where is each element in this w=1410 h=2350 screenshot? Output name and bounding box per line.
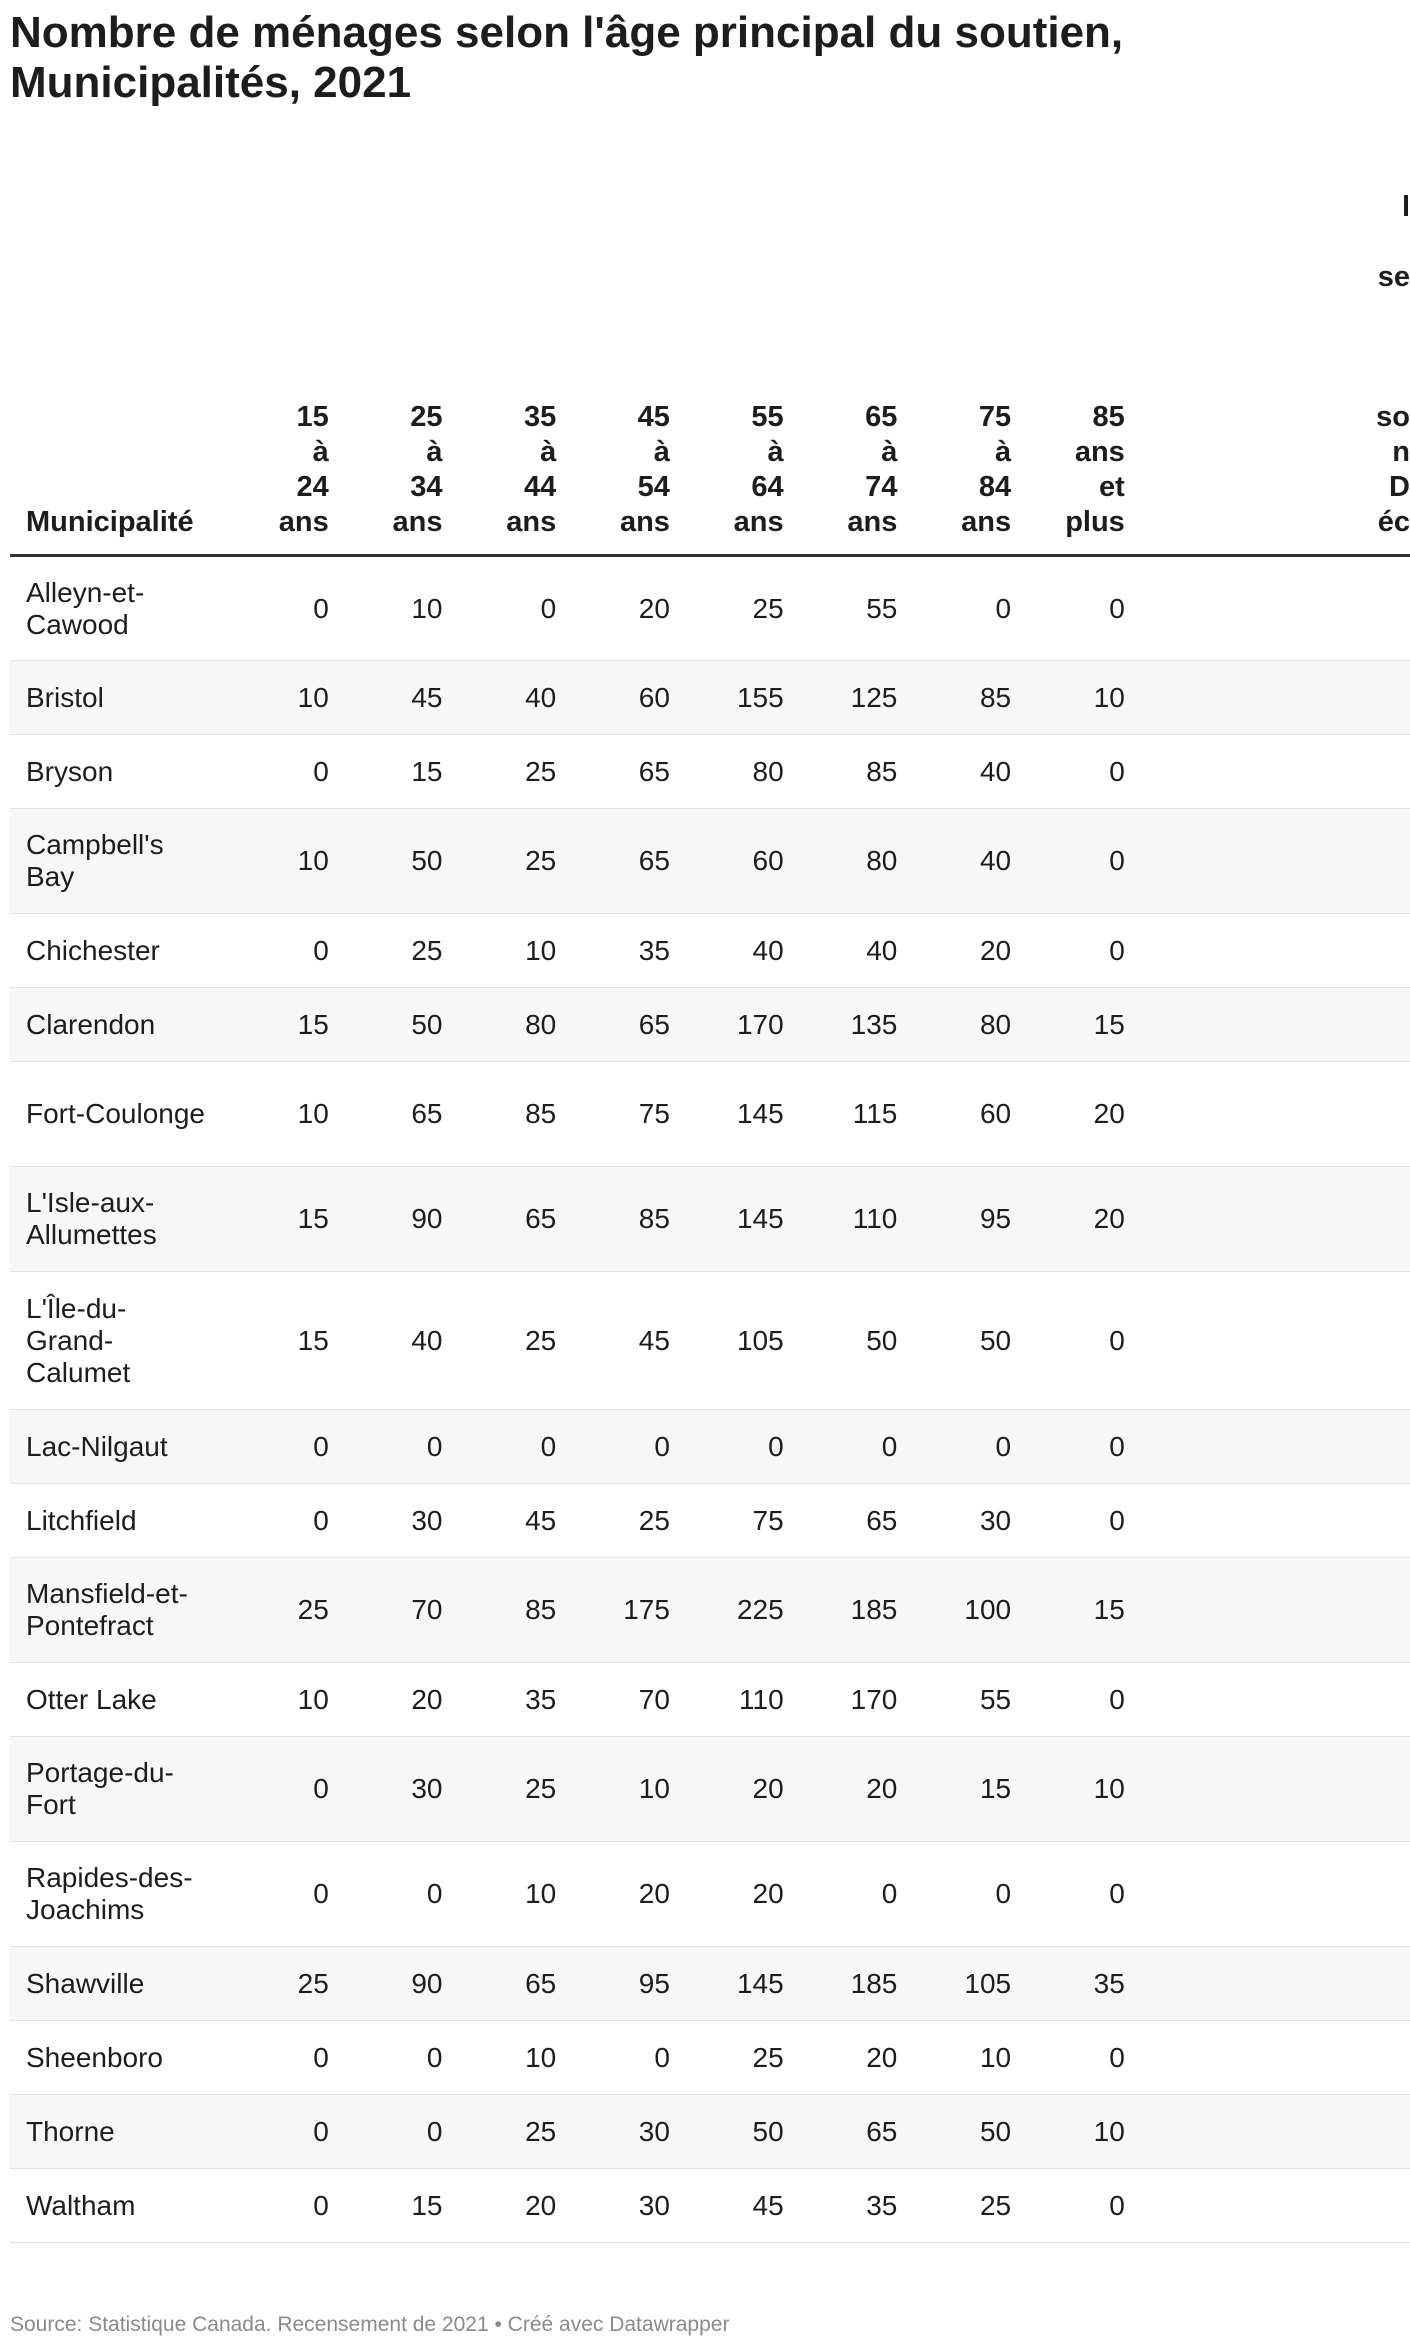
cell-partial bbox=[1125, 1737, 1410, 1842]
cell-value: 20 bbox=[979, 934, 1012, 966]
cell-value: 0 bbox=[995, 1878, 1012, 1909]
cell-value: 25 bbox=[297, 1594, 329, 1625]
cell-value: 25 bbox=[525, 845, 557, 876]
cell-partial bbox=[1125, 1167, 1410, 1272]
cell-value: 145 bbox=[736, 1203, 784, 1234]
cell-value: 90 bbox=[411, 1967, 443, 1999]
municipality-name: Bristol bbox=[26, 681, 104, 713]
cell-value: 0 bbox=[426, 1878, 443, 1909]
cell-value: 20 bbox=[752, 1773, 784, 1804]
cell-partial bbox=[1125, 914, 1410, 988]
column-header-15-24[interactable]: 15 à 24 ans bbox=[278, 401, 329, 538]
cell-value: 30 bbox=[411, 1504, 443, 1536]
cell-partial bbox=[1125, 1484, 1410, 1558]
table-body bbox=[10, 556, 1410, 2243]
municipality-name: Sheenboro bbox=[26, 2041, 164, 2073]
cell-partial bbox=[1125, 2021, 1410, 2095]
column-header-55-64[interactable]: 55 à 64 ans bbox=[733, 401, 784, 538]
cell-value: 15 bbox=[1093, 1008, 1125, 1040]
cell-value: 60 bbox=[979, 1098, 1012, 1129]
cell-value: 0 bbox=[426, 1430, 443, 1462]
municipality-name: Alleyn-et-Cawood bbox=[26, 576, 145, 640]
cell-value: 25 bbox=[525, 755, 557, 787]
cell-value: 0 bbox=[313, 2041, 329, 2073]
cell-value: 0 bbox=[313, 934, 329, 966]
cell-value: 15 bbox=[297, 1008, 329, 1040]
cell-value: 0 bbox=[1109, 592, 1125, 624]
cell-value: 10 bbox=[525, 2041, 557, 2073]
municipality-name: L'Isle-aux-Allumettes bbox=[26, 1187, 157, 1250]
cell-value: 35 bbox=[525, 1683, 557, 1715]
cell-value: 10 bbox=[297, 681, 329, 713]
cell-partial bbox=[1125, 2095, 1410, 2169]
table-row bbox=[10, 661, 1410, 735]
cell-value: 10 bbox=[1093, 681, 1125, 713]
cell-value: 115 bbox=[852, 1098, 898, 1129]
cell-value: 35 bbox=[638, 934, 670, 966]
cell-value: 0 bbox=[540, 592, 557, 624]
cell-value: 10 bbox=[1093, 1773, 1125, 1804]
cell-value: 45 bbox=[525, 1504, 557, 1536]
column-header-45-54[interactable]: 45 à 54 ans bbox=[619, 401, 670, 538]
cell-value: 40 bbox=[979, 755, 1012, 787]
cell-value: 170 bbox=[736, 1008, 784, 1040]
municipality-name: Mansfield-et-Pontefract bbox=[26, 1578, 188, 1641]
cell-value: 25 bbox=[525, 2115, 557, 2147]
cell-value: 20 bbox=[752, 1878, 784, 1909]
cell-value: 185 bbox=[850, 1594, 898, 1625]
cell-value: 0 bbox=[313, 592, 329, 624]
cell-partial bbox=[1125, 1062, 1410, 1167]
municipality-name: Litchfield bbox=[26, 1504, 137, 1536]
cell-value: 0 bbox=[1109, 1324, 1125, 1356]
table-row bbox=[10, 1558, 1410, 1663]
table-row bbox=[10, 809, 1410, 914]
column-header-85-plus[interactable]: 85 ans et plus bbox=[1065, 401, 1125, 538]
cell-value: 80 bbox=[866, 845, 898, 876]
cell-value: 0 bbox=[1109, 845, 1125, 876]
cell-value: 20 bbox=[411, 1683, 443, 1715]
cell-value: 0 bbox=[426, 2041, 443, 2073]
cell-value: 10 bbox=[297, 1683, 329, 1715]
cell-value: 10 bbox=[525, 1878, 557, 1909]
cell-value: 50 bbox=[411, 1008, 443, 1040]
table-row bbox=[10, 735, 1410, 809]
municipality-name: Chichester bbox=[26, 934, 160, 966]
cell-value: 65 bbox=[525, 1967, 557, 1999]
cell-value: 0 bbox=[995, 1430, 1012, 1462]
cell-value: 50 bbox=[752, 2115, 784, 2147]
cell-value: 170 bbox=[850, 1683, 898, 1715]
table-row bbox=[10, 1947, 1410, 2021]
cell-value: 70 bbox=[638, 1683, 670, 1715]
cell-value: 0 bbox=[1109, 1683, 1125, 1715]
table-row bbox=[10, 1167, 1410, 1272]
cell-partial bbox=[1125, 1558, 1410, 1663]
cell-value: 25 bbox=[752, 592, 784, 624]
cell-value: 0 bbox=[1109, 934, 1125, 966]
column-header-municipalite[interactable]: Municipalité bbox=[26, 506, 194, 538]
cell-value: 125 bbox=[850, 681, 898, 713]
cell-value: 25 bbox=[297, 1967, 329, 1999]
table-row bbox=[10, 1410, 1410, 1484]
cell-value: 65 bbox=[525, 1203, 557, 1234]
cell-value: 0 bbox=[1109, 1430, 1125, 1462]
cell-value: 40 bbox=[979, 845, 1012, 876]
cell-value: 0 bbox=[881, 1430, 898, 1462]
cell-value: 110 bbox=[739, 1683, 784, 1715]
cell-value: 15 bbox=[297, 1324, 329, 1356]
cell-value: 80 bbox=[752, 755, 784, 787]
cell-value: 25 bbox=[752, 2041, 784, 2073]
table-row bbox=[10, 1272, 1410, 1410]
cell-partial bbox=[1125, 1947, 1410, 2021]
cell-value: 20 bbox=[638, 592, 670, 624]
cell-value: 15 bbox=[411, 755, 443, 787]
cell-value: 0 bbox=[1109, 1878, 1125, 1909]
municipality-name: Rapides-des-Joachims bbox=[26, 1862, 193, 1925]
cell-value: 85 bbox=[525, 1594, 557, 1625]
cell-value: 95 bbox=[979, 1203, 1012, 1234]
cell-value: 80 bbox=[525, 1008, 557, 1040]
cell-value: 110 bbox=[852, 1203, 898, 1234]
cell-partial bbox=[1125, 2169, 1410, 2243]
cell-value: 0 bbox=[313, 1504, 329, 1536]
table-header-row bbox=[10, 190, 1410, 556]
cell-value: 65 bbox=[866, 2115, 898, 2147]
cell-value: 20 bbox=[866, 1773, 898, 1804]
table-row bbox=[10, 1737, 1410, 1842]
table-row bbox=[10, 1484, 1410, 1558]
cell-value: 0 bbox=[313, 2115, 329, 2147]
table-row bbox=[10, 1842, 1410, 1947]
cell-value: 225 bbox=[736, 1594, 784, 1625]
column-header-25-34[interactable]: 25 à 34 ans bbox=[392, 401, 443, 538]
cell-value: 15 bbox=[411, 2189, 443, 2221]
column-header-75-84[interactable]: 75 à 84 ans bbox=[961, 401, 1012, 538]
table-row bbox=[10, 914, 1410, 988]
table-row bbox=[10, 2169, 1410, 2243]
municipality-name: Lac-Nilgaut bbox=[26, 1430, 168, 1462]
cell-value: 135 bbox=[850, 1008, 898, 1040]
cell-value: 20 bbox=[1093, 1203, 1125, 1234]
cell-value: 95 bbox=[638, 1967, 670, 1999]
cell-value: 185 bbox=[850, 1967, 898, 1999]
cell-value: 45 bbox=[411, 681, 443, 713]
municipality-name: Shawville bbox=[26, 1967, 145, 1999]
table-row bbox=[10, 1062, 1410, 1167]
cell-value: 65 bbox=[638, 1008, 670, 1040]
column-header-35-44[interactable]: 35 à 44 ans bbox=[506, 401, 557, 538]
cell-value: 35 bbox=[1093, 1967, 1125, 1999]
cell-value: 0 bbox=[654, 1430, 670, 1462]
cell-value: 0 bbox=[426, 2115, 443, 2147]
cell-value: 25 bbox=[525, 1773, 557, 1804]
cell-value: 65 bbox=[638, 755, 670, 787]
cell-value: 40 bbox=[866, 934, 898, 966]
municipality-name: Clarendon bbox=[26, 1008, 156, 1040]
cell-partial bbox=[1125, 988, 1410, 1062]
cell-value: 0 bbox=[540, 1430, 557, 1462]
cell-partial bbox=[1125, 1842, 1410, 1947]
cell-value: 10 bbox=[1093, 2115, 1125, 2147]
cell-value: 50 bbox=[979, 2115, 1012, 2147]
cell-value: 60 bbox=[752, 845, 784, 876]
cell-value: 0 bbox=[654, 2041, 670, 2073]
cell-value: 35 bbox=[866, 2189, 898, 2221]
cell-value: 25 bbox=[979, 2189, 1012, 2221]
table-row bbox=[10, 988, 1410, 1062]
cell-value: 65 bbox=[638, 845, 670, 876]
cell-partial bbox=[1125, 1663, 1410, 1737]
municipality-name: Thorne bbox=[26, 2115, 115, 2147]
cell-value: 0 bbox=[995, 592, 1012, 624]
cell-value: 0 bbox=[1109, 2041, 1125, 2073]
cell-partial bbox=[1125, 1272, 1410, 1410]
page-title: Nombre de ménages selon l'âge principal du soutien, Municipalités, 2021 bbox=[10, 8, 1124, 107]
cell-value: 15 bbox=[979, 1773, 1012, 1804]
cell-value: 15 bbox=[1093, 1594, 1125, 1625]
cell-value: 10 bbox=[297, 845, 329, 876]
cell-value: 30 bbox=[638, 2115, 670, 2147]
cell-value: 155 bbox=[736, 681, 784, 713]
cell-value: 85 bbox=[866, 755, 898, 787]
cell-value: 10 bbox=[297, 1098, 329, 1129]
cell-value: 0 bbox=[1109, 755, 1125, 787]
cell-value: 10 bbox=[411, 592, 443, 624]
cell-value: 10 bbox=[525, 934, 557, 966]
municipality-name: Campbell's Bay bbox=[26, 829, 164, 892]
cell-value: 20 bbox=[525, 2189, 557, 2221]
cell-value: 20 bbox=[866, 2041, 898, 2073]
data-table-container[interactable] bbox=[10, 190, 1410, 2243]
cell-value: 0 bbox=[313, 2189, 329, 2221]
column-header-65-74[interactable]: 65 à 74 ans bbox=[847, 401, 898, 538]
municipality-name: Bryson bbox=[26, 755, 114, 787]
cell-value: 60 bbox=[638, 681, 670, 713]
households-table bbox=[10, 190, 1410, 2243]
municipality-name: Otter Lake bbox=[26, 1683, 157, 1715]
table-row bbox=[10, 1663, 1410, 1737]
table-row bbox=[10, 2095, 1410, 2169]
cell-value: 30 bbox=[411, 1773, 443, 1804]
cell-value: 45 bbox=[638, 1324, 670, 1356]
cell-value: 25 bbox=[638, 1504, 670, 1536]
municipality-name: Portage-du-Fort bbox=[26, 1757, 174, 1820]
table-row bbox=[10, 2021, 1410, 2095]
cell-value: 0 bbox=[313, 1773, 329, 1804]
municipality-name: Fort-Coulonge bbox=[26, 1098, 205, 1129]
cell-value: 25 bbox=[411, 934, 443, 966]
cell-value: 85 bbox=[525, 1098, 557, 1129]
cell-value: 0 bbox=[768, 1430, 784, 1462]
cell-value: 0 bbox=[881, 1878, 898, 1909]
municipality-name: Waltham bbox=[26, 2189, 136, 2221]
cell-value: 55 bbox=[866, 592, 898, 624]
cell-value: 65 bbox=[866, 1504, 898, 1536]
cell-partial bbox=[1125, 809, 1410, 914]
cell-value: 0 bbox=[1109, 1504, 1125, 1536]
cell-value: 0 bbox=[1109, 2189, 1125, 2221]
cell-value: 145 bbox=[736, 1098, 784, 1129]
cell-partial bbox=[1125, 556, 1410, 661]
cell-value: 50 bbox=[979, 1324, 1012, 1356]
cell-value: 85 bbox=[979, 681, 1012, 713]
cell-value: 105 bbox=[736, 1324, 784, 1356]
cell-value: 65 bbox=[411, 1098, 443, 1129]
cell-value: 0 bbox=[313, 1430, 329, 1462]
cell-value: 20 bbox=[1093, 1098, 1125, 1129]
cell-value: 0 bbox=[313, 1878, 329, 1909]
cell-value: 40 bbox=[525, 681, 557, 713]
cell-value: 105 bbox=[964, 1967, 1012, 1999]
cell-value: 50 bbox=[866, 1324, 898, 1356]
cell-value: 75 bbox=[638, 1098, 670, 1129]
cell-value: 25 bbox=[525, 1324, 557, 1356]
cell-value: 100 bbox=[964, 1594, 1012, 1625]
cell-value: 40 bbox=[752, 934, 784, 966]
cell-value: 80 bbox=[979, 1008, 1012, 1040]
cell-value: 90 bbox=[411, 1203, 443, 1234]
cell-value: 50 bbox=[411, 845, 443, 876]
cell-value: 30 bbox=[979, 1504, 1012, 1536]
cell-value: 30 bbox=[638, 2189, 670, 2221]
cell-value: 70 bbox=[411, 1594, 443, 1625]
cell-value: 15 bbox=[297, 1203, 329, 1234]
source-footer: Source: Statistique Canada. Recensement de 2021 • Créé avec Datawrapper bbox=[10, 2313, 730, 2336]
cell-value: 0 bbox=[313, 755, 329, 787]
municipality-name: L'Île-du-Grand-Calumet bbox=[26, 1292, 131, 1388]
cell-partial bbox=[1125, 661, 1410, 735]
table-row bbox=[10, 556, 1410, 661]
cell-partial bbox=[1125, 1410, 1410, 1484]
cell-value: 20 bbox=[638, 1878, 670, 1909]
column-header-partial[interactable]: l se so n D éc bbox=[1376, 191, 1410, 538]
cell-value: 45 bbox=[752, 2189, 784, 2221]
cell-value: 145 bbox=[736, 1967, 784, 1999]
cell-value: 10 bbox=[979, 2041, 1012, 2073]
cell-partial bbox=[1125, 735, 1410, 809]
cell-value: 75 bbox=[752, 1504, 784, 1536]
cell-value: 55 bbox=[979, 1683, 1012, 1715]
cell-value: 10 bbox=[638, 1773, 670, 1804]
cell-value: 85 bbox=[638, 1203, 670, 1234]
cell-value: 40 bbox=[411, 1324, 443, 1356]
cell-value: 175 bbox=[623, 1594, 670, 1625]
